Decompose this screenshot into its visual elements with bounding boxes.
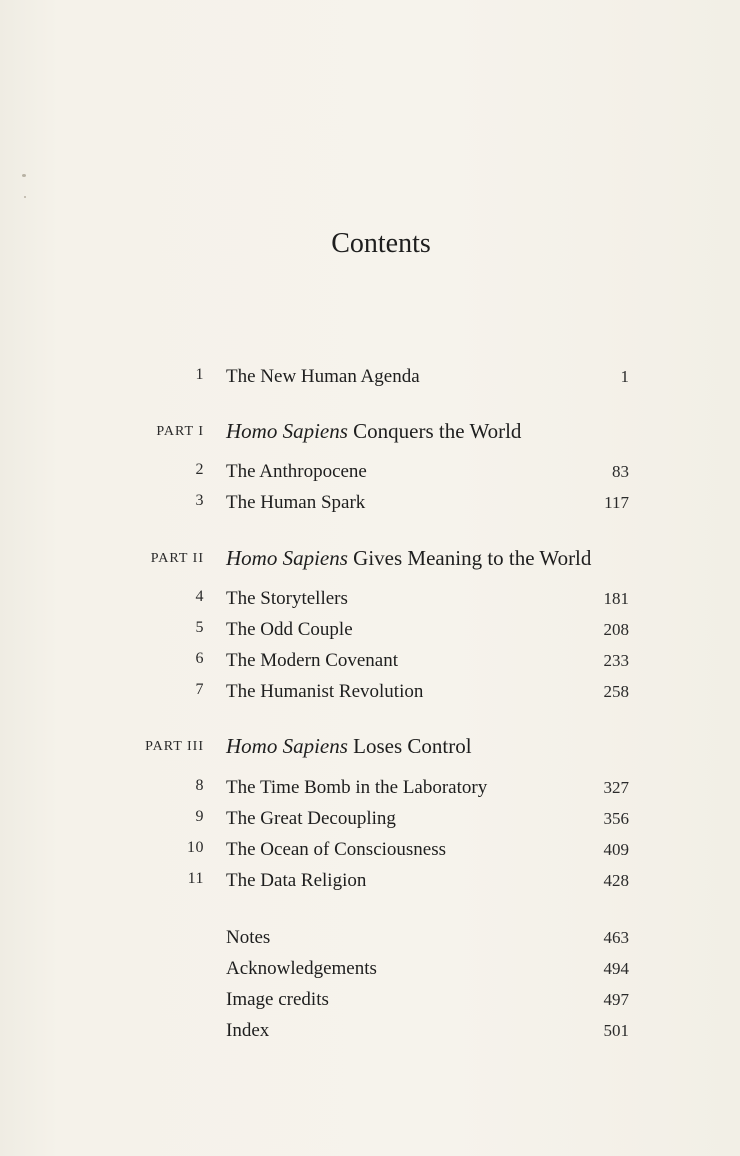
page-number: 356: [603, 809, 629, 828]
chapter-number: 10: [187, 839, 204, 856]
part-title-italic: Homo Sapiens: [226, 734, 348, 758]
part-label: PART I: [156, 424, 204, 439]
chapter-number: 5: [195, 619, 204, 636]
part-title: [226, 546, 591, 571]
chapter-number: 8: [195, 777, 204, 794]
part-label: PART III: [145, 739, 204, 754]
page-number: 233: [603, 651, 629, 670]
part-title-italic: Homo Sapiens: [226, 419, 348, 443]
backmatter-title: Index: [226, 1020, 270, 1041]
chapter-title: The Odd Couple: [226, 619, 353, 640]
page-number: 463: [603, 928, 629, 947]
backmatter-title: Acknowledgements: [226, 958, 377, 979]
toc-entry-chapter-4: [0, 588, 740, 618]
chapter-title: The Modern Covenant: [226, 650, 399, 671]
part-title-rest: Loses Control: [347, 734, 472, 758]
chapter-number: 3: [195, 492, 204, 509]
contents-title: Contents: [331, 228, 431, 259]
chapter-title: The New Human Agenda: [226, 366, 420, 387]
toc-entry-image-credits: [0, 989, 740, 1019]
toc-entry-chapter-9: [0, 808, 740, 838]
page-number: 208: [603, 620, 629, 639]
toc-entry-acknowledgements: [0, 958, 740, 988]
toc-entry-chapter-5: [0, 619, 740, 649]
part-title: [226, 419, 521, 444]
toc-entry-chapter-3: [0, 492, 740, 522]
chapter-number: 2: [195, 461, 204, 478]
toc-entry-chapter-2: [0, 461, 740, 491]
chapter-number: 11: [187, 870, 204, 887]
backmatter-title: Image credits: [226, 989, 329, 1010]
toc-entry-chapter-11: [0, 870, 740, 900]
page-number: 494: [603, 959, 629, 978]
page-number: 258: [603, 682, 629, 701]
chapter-title: The Time Bomb in the Laboratory: [226, 777, 488, 798]
page-number: 428: [603, 871, 629, 890]
chapter-title: The Humanist Revolution: [226, 681, 424, 702]
toc-entry-chapter-6: [0, 650, 740, 680]
toc-part-2: [0, 548, 740, 578]
page-number: 1: [620, 367, 629, 386]
chapter-number: 4: [195, 588, 204, 605]
page-number: 409: [603, 840, 629, 859]
toc-entry-notes: [0, 927, 740, 957]
toc-entry-chapter-1: [0, 366, 740, 396]
page-speck: [24, 196, 26, 198]
part-title: [226, 734, 472, 759]
chapter-number: 9: [195, 808, 204, 825]
chapter-title: The Great Decoupling: [226, 808, 396, 829]
chapter-title: The Ocean of Consciousness: [226, 839, 447, 860]
page-number: 83: [612, 462, 629, 481]
part-label: PART II: [150, 551, 204, 566]
chapter-title: The Anthropocene: [226, 461, 367, 482]
part-title-rest: Conquers the World: [347, 419, 522, 443]
chapter-title: The Storytellers: [226, 588, 348, 609]
toc-part-1: [0, 421, 740, 451]
page-number: 327: [603, 778, 629, 797]
page-speck: [22, 174, 26, 177]
toc-part-3: [0, 736, 740, 766]
part-title-italic: Homo Sapiens: [226, 546, 348, 570]
chapter-number: 6: [195, 650, 204, 667]
toc-entry-index: [0, 1020, 740, 1050]
toc-entry-chapter-8: [0, 777, 740, 807]
toc-entry-chapter-7: [0, 681, 740, 711]
chapter-title: The Human Spark: [226, 492, 366, 513]
toc-entry-chapter-10: [0, 839, 740, 869]
chapter-number: 7: [195, 681, 204, 698]
page-number: 501: [603, 1021, 629, 1040]
page-number: 117: [604, 493, 629, 512]
chapter-number: 1: [195, 366, 204, 383]
page-number: 181: [603, 589, 629, 608]
chapter-title: The Data Religion: [226, 870, 367, 891]
backmatter-title: Notes: [226, 927, 271, 948]
part-title-rest: Gives Meaning to the World: [347, 546, 592, 570]
page-number: 497: [603, 990, 629, 1009]
